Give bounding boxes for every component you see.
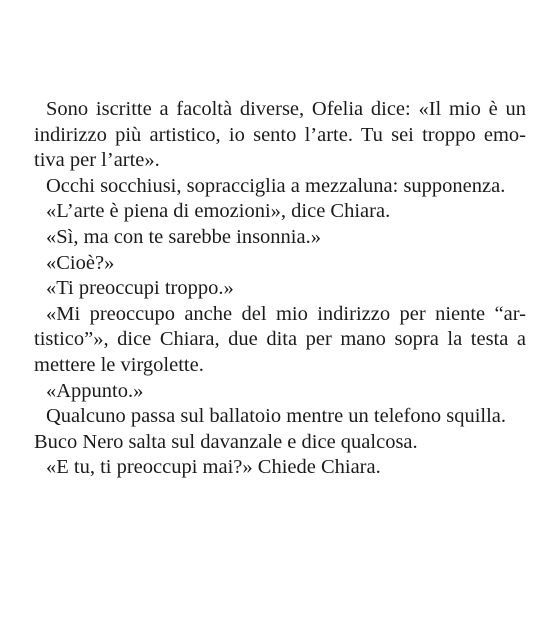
text-line: Qualcuno passa sul ballatoio mentre un telefono squilla. (46, 405, 506, 428)
text-line: «Appunto.» (46, 379, 144, 402)
text-line: mettere le virgolette. (34, 353, 204, 376)
text-line: «Cioè?» (46, 251, 115, 274)
text-line: «L’arte è piena di emozioni», dice Chiara. (46, 200, 391, 223)
text-line: Sono iscritte a facoltà diverse, Ofelia dice: «Il mio è un (46, 98, 526, 120)
text-line: «E tu, ti preoccupi mai?» Chiede Chiara. (46, 456, 381, 479)
text-line: «Mi preoccupo anche del mio indirizzo per niente “ar- (46, 302, 526, 325)
text-line: Occhi socchiusi, sopracciglia a mezzaluna: supponenza. (46, 174, 506, 197)
text-line: tistico”», dice Chiara, due dita per mano sopra la testa a (34, 328, 526, 351)
text-line: Buco Nero salta sul davanzale e dice qualcosa. (34, 430, 418, 453)
text-line: «Sì, ma con te sarebbe insonnia.» (46, 225, 321, 248)
text-line: «Ti preoccupi troppo.» (46, 277, 234, 300)
text-line: indirizzo più artistico, io sento l’arte. Tu sei troppo emo- (34, 123, 526, 146)
text-line: tiva per l’arte». (34, 149, 160, 172)
body-text (34, 97, 526, 481)
